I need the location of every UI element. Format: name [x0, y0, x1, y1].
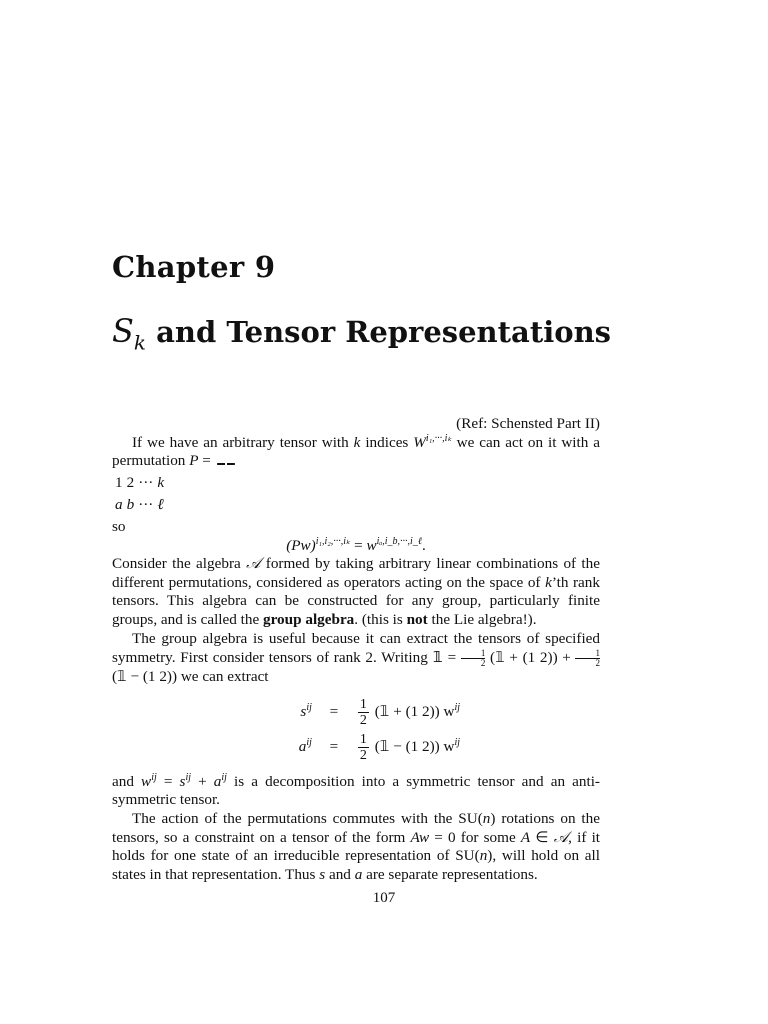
equation-row-symmetric: $s^{ij}$ = $\frac{1}{2}$ (𝟙 + (1 2)) $w^{ij}$	[300, 696, 461, 728]
title-symbol: $S_k$	[112, 312, 147, 355]
chapter-label: Chapter 9	[112, 250, 276, 284]
equation-permutation-action: $(Pw)^{i_1,i_2,\cdot\cdot\cdot,i_k} = w^{i_a,i\_b,\cdot\cdot\cdot,i\_\ell}$.	[286, 535, 426, 554]
equation-row-antisymmetric: $a^{ij}$ = $\frac{1}{2}$ (𝟙 − (1 2)) $w^{ij}$	[298, 731, 461, 763]
equation-array-decomposition	[248, 695, 464, 765]
paragraph-3: The group algebra is useful because it can extract the tensors of specified symmetry. First consider tensors of rank 2. Writing 𝟙 = $\frac{1}{2}$ (𝟙 + (1 2)) + $\frac{1}{2}$ (𝟙 − (1 2)) we can extract	[112, 629, 600, 686]
reference: (Ref: Schensted Part II)	[456, 415, 600, 432]
paragraph-1: If we have an arbitrary tensor with k indices $W^{i_1,\cdot\cdot\cdot,i_k}$ we can act on it with a permutation P =	[112, 432, 600, 470]
page-number: 107	[372, 890, 396, 906]
paragraph-5: The action of the permutations commutes with the SU(n) rotations on the tensors, so a constraint on a tensor of the form Aw = 0 for some A ∈ 𝒜, if it holds for one state of an irreducible representation of SU(n), will hold on all states in that representation. Thus s and a are separate representations.	[112, 809, 601, 883]
paragraph-2: Consider the algebra 𝒜 formed by taking arbitrary linear combinations of the different permutations, considered as operators acting on the space of k’th rank tensors. This algebra can be constructed for any group, particularly finite groups, and is called the group algebra. (this is not the Lie algebra!).	[112, 555, 600, 628]
chapter-title: $S_k$ and Tensor Representations	[112, 312, 611, 355]
body-text: (Ref: Schensted Part II) If we have an arbitrary tensor with k indices $W^{i_1,\cdot\cdot\cdot,i_k}$ we can act on it with a permutation P = 1 2 ··· k a b ··· ℓ so $(Pw)^{i_1,i_2,\cdot\cdot\cdot,i_k} = w^{i_a,i\_b,\cdot\cdot\cdot,i\_\ell}$. Consider the algebra 𝒜 formed by taking arbitrary linear combinations of the different permutations, considered as operators acting on the space of k’th rank tensors. This algebra can be constructed for any group, particularly finite groups, and is called the group algebra. (this is not the Lie algebra!). The group algebra is useful because it can extract the tensors of specified symmetry. First consider tensors of rank 2. Writing 𝟙 = $\frac{1}{2}$ (𝟙 + (1 2)) + $\frac{1}{2}$ (𝟙 − (1 2)) we can extract $s^{ij}$ = $\frac{1}{2}$ (𝟙 + (1 2)) $w^{ij}$ $a^{ij}$ = $\frac{1}{2}$ (𝟙 − (1 2)) $w^{ij}$ and $w^{ij} = s^{ij} + a^{ij}$ is a decomposition into a symmetric tensor and an anti-symmetric tensor. The action of the permutations commutes with the SU(n) rotations on the tensors, so a constraint on a tensor of the form Aw = 0 for some A ∈ 𝒜, if it holds for one state of an irreducible representation of SU(n), will hold on all states in that representation. Thus s and a are separate representations.	[112, 415, 601, 883]
paragraph-4: and $w^{ij} = s^{ij} + a^{ij}$ is a decomposition into a symmetric tensor and an anti-symmetric tensor.	[112, 771, 600, 809]
term-group-algebra: group algebra	[263, 610, 355, 628]
